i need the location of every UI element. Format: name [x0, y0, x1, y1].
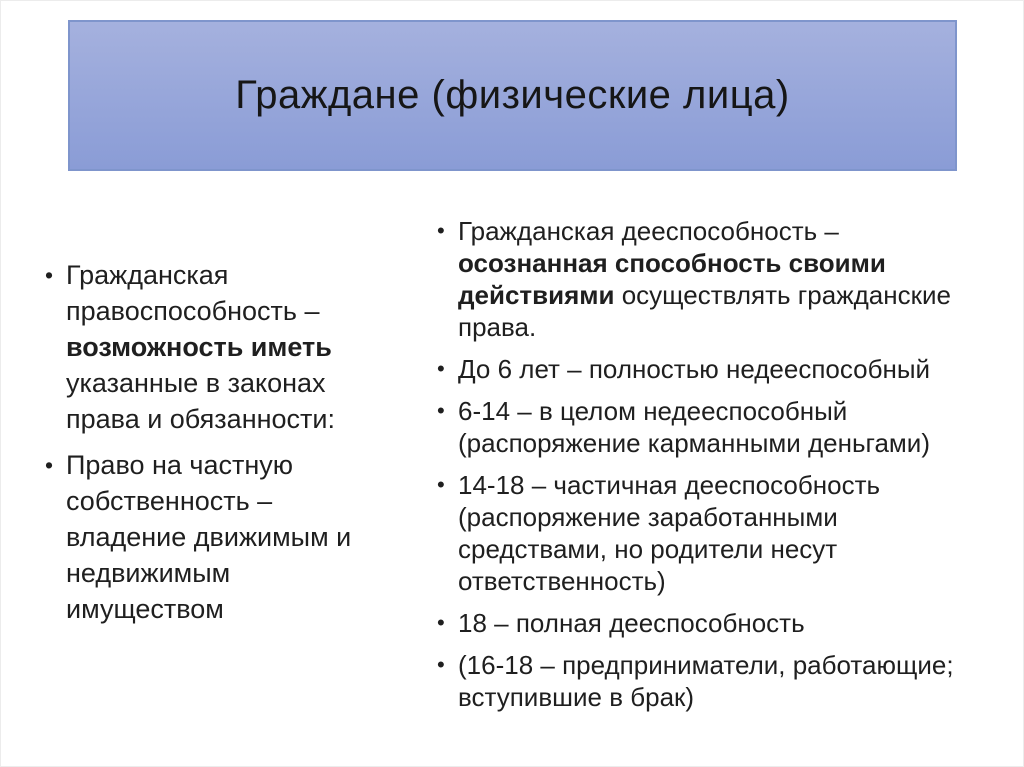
bullet-icon: •	[437, 472, 445, 497]
text-run: 6-14 – в целом недееспособный	[458, 396, 848, 426]
bullet-icon: •	[437, 610, 445, 635]
text-run: вступившие в брак)	[458, 682, 695, 712]
text-run: права.	[458, 312, 537, 342]
bullet-line	[458, 681, 1009, 713]
bullet-line	[66, 329, 405, 365]
slide-title: Граждане (физические лица)	[235, 73, 790, 117]
bullet-icon: •	[437, 652, 445, 677]
text-run: владение движимым и	[66, 522, 352, 552]
bullet-line	[458, 247, 1009, 279]
text-run: (распоряжение карманными деньгами)	[458, 428, 930, 458]
bullet-line	[458, 353, 1009, 385]
list-item	[437, 353, 1009, 385]
left-column-bullet-list	[45, 257, 405, 637]
list-item	[437, 215, 1009, 343]
text-run: До 6 лет – полностью недееспособный	[458, 354, 931, 384]
text-run: (16-18 – предприниматели, работающие;	[458, 650, 954, 680]
bullet-line	[458, 533, 1009, 565]
text-run: ответственность)	[458, 566, 666, 596]
text-run: возможность иметь	[66, 332, 332, 362]
text-run: 14-18 – частичная дееспособность	[458, 470, 881, 500]
text-run: недвижимым	[66, 558, 231, 588]
text-run: Право на частную	[66, 450, 294, 480]
bullet-line	[458, 649, 1009, 681]
text-run: (распоряжение заработанными	[458, 502, 838, 532]
list-item	[437, 395, 1009, 459]
bullet-line	[66, 401, 405, 437]
text-run: права и обязанности:	[66, 404, 335, 434]
text-run: средствами, но родители несут	[458, 534, 838, 564]
bullet-line	[458, 427, 1009, 459]
bullet-line	[66, 591, 405, 627]
bullet-line	[458, 607, 1009, 639]
bullet-line	[66, 519, 405, 555]
bullet-line	[458, 501, 1009, 533]
slide-title-box	[68, 20, 957, 171]
bullet-line	[458, 469, 1009, 501]
right-column-bullet-list	[437, 215, 1009, 723]
bullet-line	[66, 447, 405, 483]
text-run: правоспособность –	[66, 296, 320, 326]
text-run: указанные в законах	[66, 368, 326, 398]
list-item	[437, 469, 1009, 597]
bullet-line	[66, 483, 405, 519]
bullet-line	[458, 395, 1009, 427]
bullet-line	[458, 215, 1009, 247]
bullet-icon: •	[437, 356, 445, 381]
list-item	[437, 607, 1009, 639]
text-run: собственность –	[66, 486, 273, 516]
bullet-line	[458, 311, 1009, 343]
text-run: имуществом	[66, 594, 224, 624]
bullet-icon: •	[45, 452, 54, 478]
text-run: действиями	[458, 280, 615, 310]
text-run: 18 – полная дееспособность	[458, 608, 805, 638]
bullet-line	[458, 565, 1009, 597]
text-run: Гражданская	[66, 260, 229, 290]
text-run: осуществлять гражданские	[614, 280, 951, 310]
bullet-line	[66, 365, 405, 401]
bullet-icon: •	[45, 262, 54, 288]
bullet-line	[66, 293, 405, 329]
text-run: осознанная способность своими	[458, 248, 886, 278]
list-item	[45, 257, 405, 437]
list-item	[45, 447, 405, 627]
bullet-line	[458, 279, 1009, 311]
bullet-icon: •	[437, 218, 445, 243]
bullet-icon: •	[437, 398, 445, 423]
text-run: Гражданская дееспособность –	[458, 216, 839, 246]
bullet-line	[66, 257, 405, 293]
bullet-line	[66, 555, 405, 591]
list-item	[437, 649, 1009, 713]
